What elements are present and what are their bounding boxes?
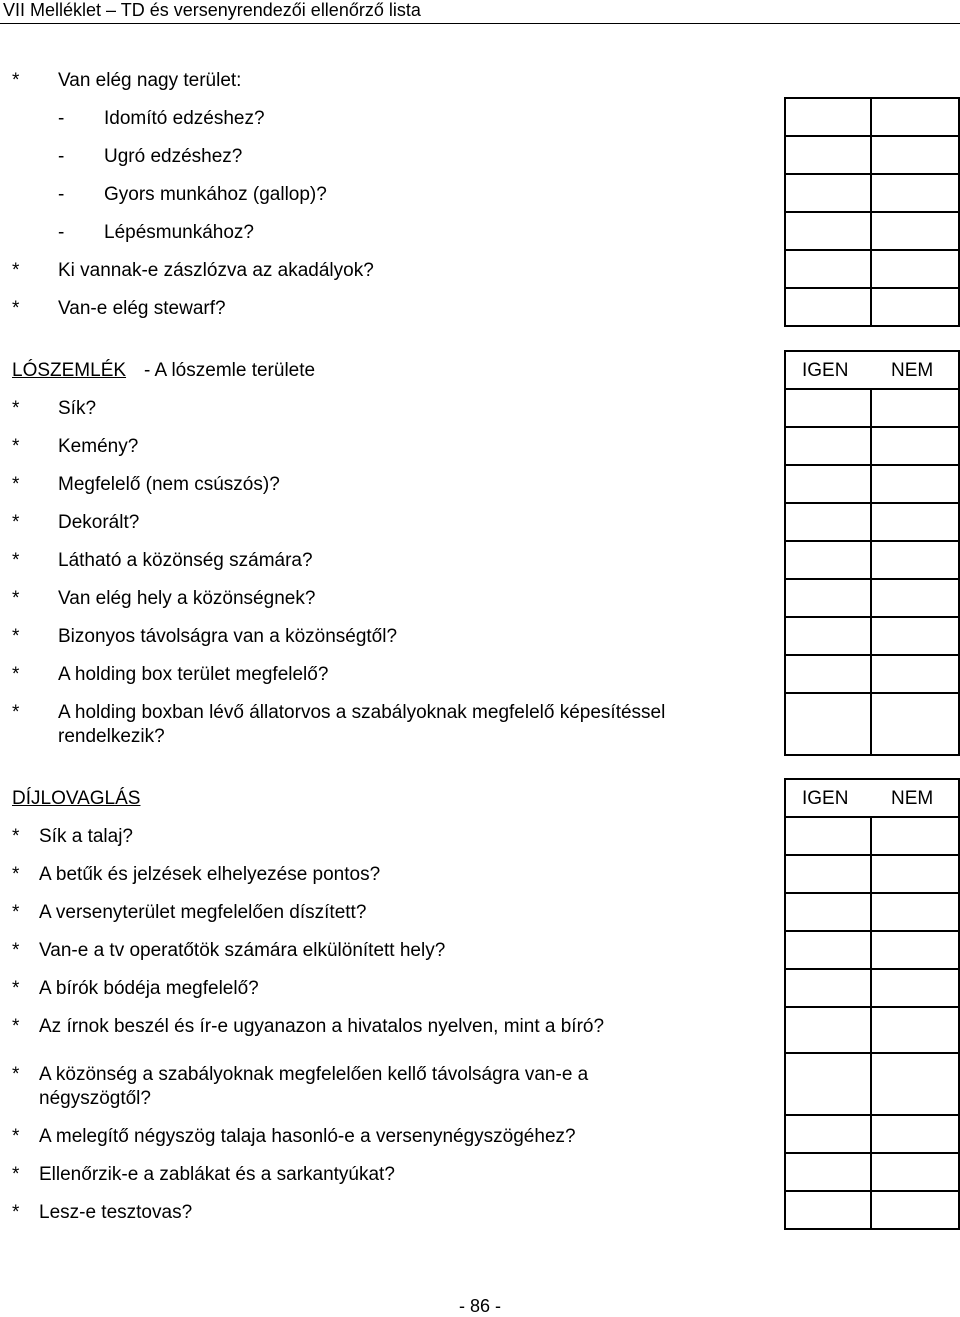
- bullet: -: [58, 222, 65, 243]
- checkbox-no[interactable]: [870, 616, 960, 656]
- checkbox-no[interactable]: [870, 502, 960, 542]
- bullet: *: [12, 260, 20, 281]
- list-item: Megfelelő (nem csúszós)?: [58, 474, 280, 495]
- list-item: Van elég nagy terület:: [58, 70, 242, 91]
- header-title: VII Melléklet – TD és versenyrendezői ellenőrző lista: [3, 0, 421, 20]
- checkbox-yes[interactable]: [784, 1152, 872, 1192]
- checkbox-no[interactable]: [870, 1114, 960, 1154]
- checkbox-no[interactable]: [870, 892, 960, 932]
- list-item: Sík?: [58, 398, 97, 419]
- checkbox-yes[interactable]: [784, 968, 872, 1008]
- checkbox-yes[interactable]: [784, 1006, 872, 1054]
- bullet: *: [12, 826, 20, 847]
- checkbox-no[interactable]: [870, 464, 960, 504]
- section-subtitle: - A lószemle területe: [144, 360, 316, 381]
- list-item: Van elég hely a közönségnek?: [58, 588, 316, 609]
- checkbox-no[interactable]: [870, 287, 960, 327]
- checkbox-yes[interactable]: [784, 1052, 872, 1116]
- bullet: -: [58, 184, 65, 205]
- checkbox-yes[interactable]: [784, 249, 872, 289]
- checkbox-yes[interactable]: [784, 654, 872, 694]
- list-item: Az írnok beszél és ír-e ugyanazon a hivatalos nyelven, mint a bíró?: [39, 1016, 605, 1037]
- list-item-continuation: négyszögtől?: [39, 1088, 151, 1109]
- list-item: Bizonyos távolságra van a közönségtől?: [58, 626, 398, 647]
- checkbox-no[interactable]: [870, 578, 960, 618]
- bullet: *: [12, 1202, 20, 1223]
- checkbox-no[interactable]: [870, 654, 960, 694]
- checkbox-no[interactable]: [870, 1006, 960, 1054]
- bullet: *: [12, 978, 20, 999]
- checkbox-no[interactable]: [870, 816, 960, 856]
- list-item: A bírók bódéja megfelelő?: [39, 978, 259, 999]
- list-item: Gyors munkához (gallop)?: [104, 184, 327, 205]
- bullet: -: [58, 146, 65, 167]
- checkbox-yes[interactable]: [784, 616, 872, 656]
- checkbox-yes[interactable]: [784, 578, 872, 618]
- checkbox-no[interactable]: [870, 173, 960, 213]
- list-item: Lesz-e tesztovas?: [39, 1202, 193, 1223]
- list-item: Idomító edzéshez?: [104, 108, 265, 129]
- page-number: - 86 -: [458, 1296, 501, 1316]
- bullet: *: [12, 512, 20, 533]
- checkbox-yes[interactable]: [784, 892, 872, 932]
- list-item: Van-e elég stewarf?: [58, 298, 226, 319]
- bullet: *: [12, 902, 20, 923]
- checkbox-yes[interactable]: [784, 211, 872, 251]
- bullet: *: [12, 1016, 20, 1037]
- list-item: Ellenőrzik-e a zablákat és a sarkantyúkat?: [39, 1164, 395, 1185]
- section-title: LÓSZEMLÉK: [12, 360, 127, 381]
- list-item: A betűk és jelzések elhelyezése pontos?: [39, 864, 381, 885]
- checkbox-no[interactable]: [870, 1052, 960, 1116]
- list-item: Kemény?: [58, 436, 139, 457]
- bullet: *: [12, 588, 20, 609]
- checkbox-no[interactable]: [870, 97, 960, 137]
- checkbox-no[interactable]: [870, 249, 960, 289]
- checkbox-yes[interactable]: [784, 464, 872, 504]
- bullet: *: [12, 664, 20, 685]
- bullet: *: [12, 864, 20, 885]
- checkbox-yes[interactable]: [784, 287, 872, 327]
- checkbox-no[interactable]: [870, 1152, 960, 1192]
- list-item: A versenyterület megfelelően díszített?: [39, 902, 367, 923]
- checkbox-yes[interactable]: [784, 930, 872, 970]
- bullet: -: [58, 108, 65, 129]
- bullet: *: [12, 436, 20, 457]
- column-header-no: NEM: [891, 788, 934, 809]
- checkbox-no[interactable]: [870, 426, 960, 466]
- column-header-yes: IGEN: [802, 360, 849, 381]
- bullet: *: [12, 1126, 20, 1147]
- list-item: Dekorált?: [58, 512, 140, 533]
- checkbox-no[interactable]: [870, 135, 960, 175]
- bullet: *: [12, 626, 20, 647]
- checkbox-yes[interactable]: [784, 388, 872, 428]
- list-item: A holding box terület megfelelő?: [58, 664, 329, 685]
- checkbox-yes[interactable]: [784, 1190, 872, 1230]
- checkbox-yes[interactable]: [784, 1114, 872, 1154]
- list-item: A holding boxban lévő állatorvos a szabályoknak megfelelő képesítéssel: [58, 702, 666, 723]
- checkbox-no[interactable]: [870, 968, 960, 1008]
- checkbox-no[interactable]: [870, 540, 960, 580]
- checkbox-no[interactable]: [870, 930, 960, 970]
- checkbox-yes[interactable]: [784, 135, 872, 175]
- list-item-continuation: rendelkezik?: [58, 726, 165, 747]
- checkbox-yes[interactable]: [784, 426, 872, 466]
- checkbox-no[interactable]: [870, 692, 960, 756]
- bullet: *: [12, 70, 20, 91]
- list-item: Sík a talaj?: [39, 826, 133, 847]
- checkbox-no[interactable]: [870, 211, 960, 251]
- list-item: Ki vannak-e zászlózva az akadályok?: [58, 260, 374, 281]
- bullet: *: [12, 474, 20, 495]
- list-item: A melegítő négyszög talaja hasonló-e a versenynégyszögéhez?: [39, 1126, 576, 1147]
- bullet: *: [12, 298, 20, 319]
- checkbox-yes[interactable]: [784, 854, 872, 894]
- bullet: *: [12, 398, 20, 419]
- bullet: *: [12, 1164, 20, 1185]
- checkbox-yes[interactable]: [784, 97, 872, 137]
- page-header: [0, 0, 960, 24]
- column-header-yes: IGEN: [802, 788, 849, 809]
- checkbox-yes[interactable]: [784, 816, 872, 856]
- bullet: *: [12, 702, 20, 723]
- checkbox-yes[interactable]: [784, 540, 872, 580]
- list-item: A közönség a szabályoknak megfelelően kellő távolságra van-e a: [39, 1064, 589, 1085]
- checkbox-no[interactable]: [870, 1190, 960, 1230]
- list-item: Ugró edzéshez?: [104, 146, 243, 167]
- list-item: Látható a közönség számára?: [58, 550, 313, 571]
- section-title: DÍJLOVAGLÁS: [12, 788, 141, 809]
- bullet: *: [12, 550, 20, 571]
- bullet: *: [12, 940, 20, 961]
- checkbox-yes[interactable]: [784, 173, 872, 213]
- list-item: Van-e a tv operatőtök számára elkülönített hely?: [39, 940, 446, 961]
- list-item: Lépésmunkához?: [104, 222, 254, 243]
- checkbox-no[interactable]: [870, 854, 960, 894]
- checkbox-no[interactable]: [870, 388, 960, 428]
- bullet: *: [12, 1064, 20, 1085]
- column-header-no: NEM: [891, 360, 934, 381]
- checkbox-yes[interactable]: [784, 692, 872, 756]
- checkbox-yes[interactable]: [784, 502, 872, 542]
